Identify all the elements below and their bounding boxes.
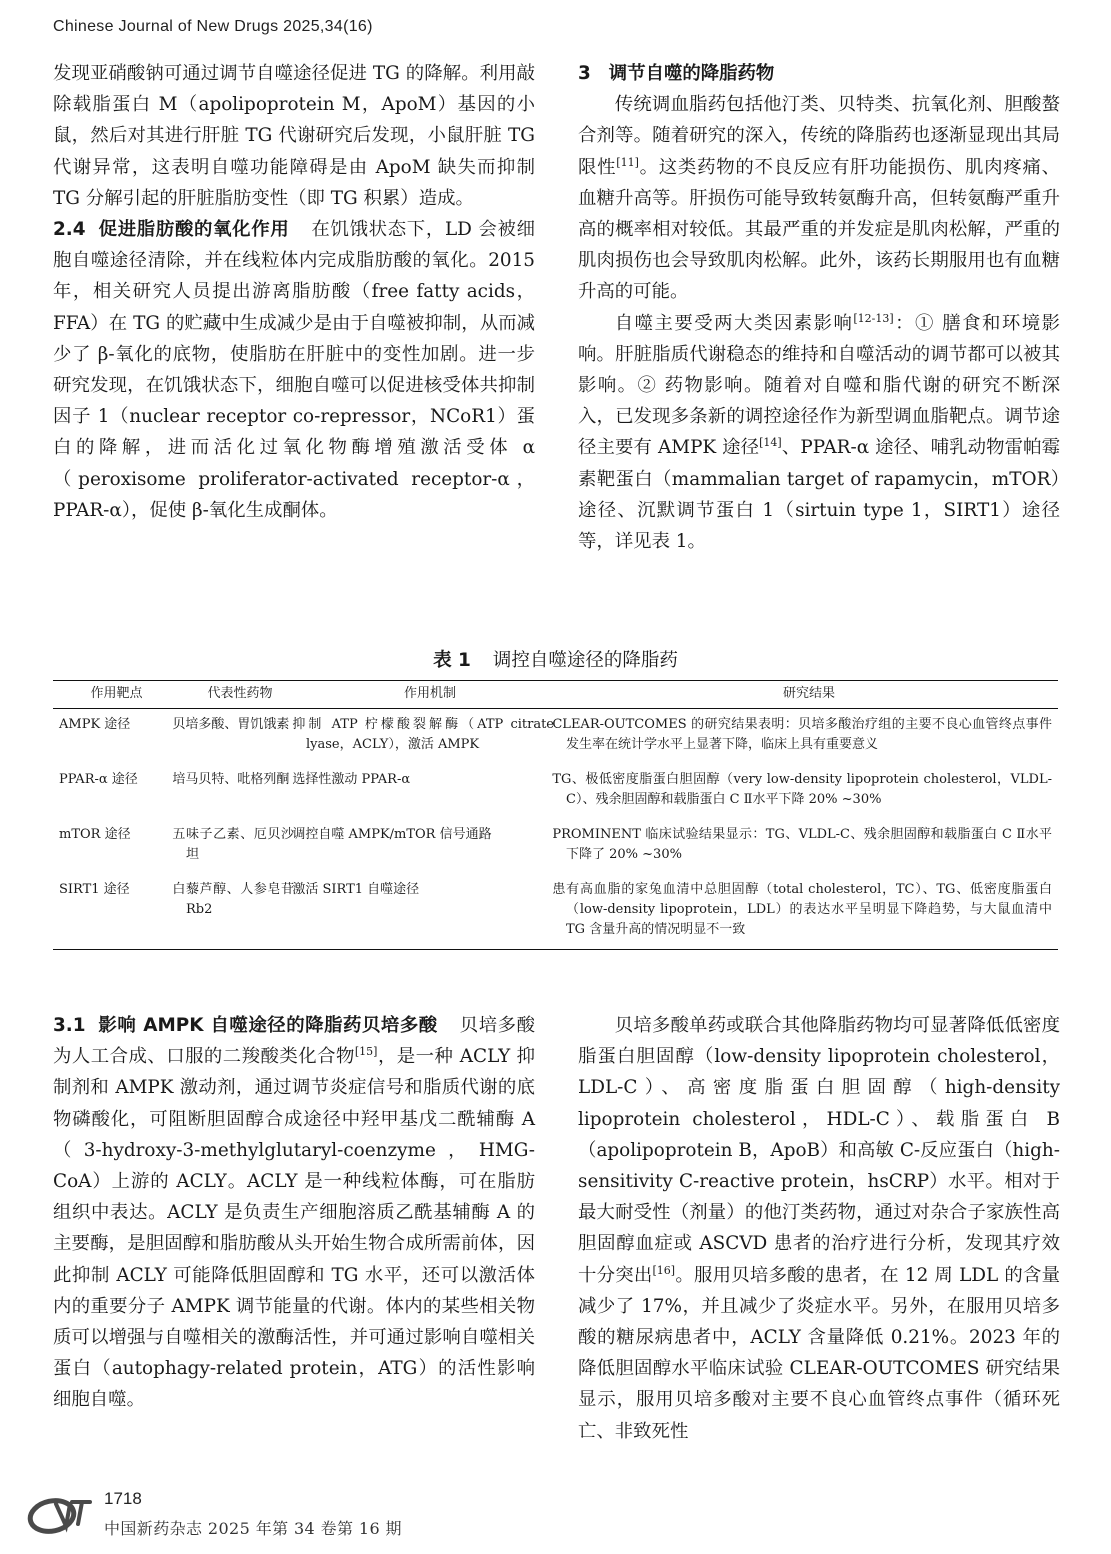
table-cell: 选择性激动 PPAR-α — [292, 772, 411, 787]
text-run: ：① 膳食和环境影响。肝脏脂质代谢稳态的维持和自噬活动的调节都可以被其影响。② 药物影响。随着对自噬和脂代谢的研究不断深入，已发现多条新的调控途径作为新型调血脂靶点。调节途径主要有 AMPK 途径 — [578, 312, 1060, 459]
paragraph: 在饥饿状态下，LD 会被细胞自噬途径清除，并在线粒体内完成脂肪酸的氧化。2015 年，相关研究人员提出游离脂肪酸（free fatty acids，FFA）在 TG 的贮藏中生成减少是由于自噬被抑制，从而减少了 β-氧化的底物，使脂肪在肝脏中的变性加剧。进一步研究发现，在饥饿状态下，细胞自噬可以促进核受体共抑制因子 1（nuclear receptor co-repressor，NCoR1）蛋白的降解，进而活化过氧化物酶增殖激活受体 α（peroxisome proliferator-activated receptor-α，PPAR-α），促使 β-氧化生成酮体。 — [53, 219, 535, 521]
table-row — [53, 764, 1058, 819]
table-1 — [53, 680, 1058, 950]
left-column-bottom — [53, 1010, 535, 1416]
table-label: 表 1 — [433, 650, 471, 671]
paragraph — [578, 1010, 1060, 1447]
text-run: 。服用贝培多酸的患者，在 12 周 LDL 的含量减少了 17%，并且减少了炎症水平。另外，在服用贝培多酸的糖尿病患者中，ACLY 含量降低 0.21%。2023 年的降低胆固醇水平临床试验 CLEAR-OUTCOMES 研究结果显示，服用贝培多酸对主要不良心血管终点事件（循环死亡、非致死性 — [578, 1264, 1060, 1442]
section-title: 调节自噬的降脂药物 — [608, 63, 775, 84]
table-cell: 白藜芦醇、人参皂苷 Rb2 — [180, 874, 300, 950]
page-number: 1718 — [104, 1489, 142, 1508]
citation: [12-13] — [853, 311, 894, 325]
subsection-number: 3.1 — [53, 1015, 86, 1036]
table-cell: 激活 SIRT1 自噬途径 — [300, 874, 560, 950]
paragraph — [578, 308, 1060, 558]
column-header: 作用机制 — [300, 681, 560, 709]
running-header: Chinese Journal of New Drugs 2025,34(16) — [53, 18, 373, 35]
right-column-bottom — [578, 1010, 1060, 1447]
table-row — [53, 819, 1058, 874]
paragraph: 发现亚硝酸钠可通过调节自噬途径促进 TG 的降解。利用敲除载脂蛋白 M（apolipoprotein M，ApoM）基因的小鼠，然后对其进行肝脏 TG 代谢研究后发现，小鼠肝脏 TG 代谢异常，这表明自噬功能障碍是由 ApoM 缺失而抑制 TG 分解引起的肝脏脂肪变性（即 TG 积累）造成。 — [53, 63, 535, 209]
left-column-top — [53, 58, 535, 526]
table-cell: 调控自噬 AMPK/mTOR 信号通路 — [292, 827, 492, 842]
table-cell: 培马贝特、吡格列酮 — [172, 772, 290, 787]
text-run: 。这类药物的不良反应有肝功能损伤、肌肉疼痛、血糖升高等。肝损伤可能导致转氨酶升高，但转氨酶严重升高的概率相对较低。其最严重的并发症是肌肉松解，严重的肌肉损伤也会导致肌肉松解。此外，该药长期服用也有血糖升高的可能。 — [578, 156, 1060, 303]
right-column-top — [578, 58, 1060, 557]
subsection-title: 影响 AMPK 自噬途径的降脂药贝培多酸 — [98, 1015, 438, 1036]
table-cell: CLEAR-OUTCOMES 的研究结果表明：贝培多酸治疗组的主要不良心血管终点事件发生率在统计学水平上显著下降，临床上具有重要意义 — [552, 717, 1052, 752]
paragraph — [578, 89, 1060, 307]
table-row — [53, 874, 1058, 950]
text-run: ，是一种 ACLY 抑制剂和 AMPK 激动剂，通过调节炎症信号和脂质代谢的底物磷酸化，可阻断胆固醇合成途径中羟甲基戊二酰辅酶 A（3-hydroxy-3-methylglutaryl-coenzyme，HMG-CoA）上游的 ACLY。ACLY 是一种线粒体酶，可在脂肪组织中表达。ACLY 是负责生产细胞溶质乙酰基辅酶 A 的主要酶，是胆固醇和脂肪酸从头开始生物合成所需前体，因此抑制 ACLY 可能降低胆固醇和 TG 水平，还可以激活体内的重要分子 AMPK 调节能量的代谢。体内的某些相关物质可以增强与自噬相关的激酶活性，并可通过影响自噬相关蛋白（autophagy-related protein，ATG）的活性影响细胞自噬。 — [53, 1046, 535, 1411]
table-cell: AMPK 途径 — [59, 717, 131, 732]
column-header: 代表性药物 — [180, 681, 300, 709]
column-header: 作用靶点 — [53, 681, 180, 709]
table-cell: 五味子乙素、厄贝沙坦 — [172, 827, 294, 862]
table-cell: TG、极低密度脂蛋白胆固醇（very low-density lipoprotein cholesterol，VLDL-C）、残余胆固醇和载脂蛋白 C Ⅱ水平下降 20% ~30% — [552, 772, 1052, 807]
column-header: 研究结果 — [560, 681, 1058, 709]
subsection-2-4 — [53, 214, 535, 526]
subsection-number: 2.4 — [53, 219, 86, 241]
section-3-heading — [578, 58, 1060, 89]
journal-issue: 中国新药杂志 2025 年第 34 卷第 16 期 — [104, 1519, 402, 1538]
text-run: 传统调血脂药包括他汀类、贝特类、抗氧化剂、胆酸螯合剂等。随着研究的深入，传统的降脂药也逐渐显现出其局限性 — [578, 94, 1060, 178]
text-run: 贝培多酸为人工合成、口服的二羧酸类化合物 — [53, 1015, 535, 1068]
table-cell: 贝培多酸、胃饥饿素 — [172, 717, 290, 732]
table-cell: 抑制 ATP 柠檬酸裂解酶（ATP citrate lyase，ACLY），激活 AMPK — [292, 717, 554, 752]
text-run: 贝培多酸单药或联合其他降脂药物均可显著降低低密度脂蛋白胆固醇（low-density lipoprotein cholesterol，LDL-C）、高密度脂蛋白胆固醇（high-density lipoprotein cholesterol，HDL-C）、载脂蛋白 B（apolipoprotein B，ApoB）和高敏 C-反应蛋白（high-sensitivity C-reactive protein，hsCRP）水平。相对于最大耐受性（剂量）的他汀类药物，通过对杂合子家族性高胆固醇血症或 ASCVD 患者的治疗进行分析，发现其疗效十分突出 — [578, 1015, 1060, 1286]
table-caption — [53, 646, 1058, 672]
citation: [16] — [652, 1263, 676, 1277]
table-header-row — [53, 681, 1058, 709]
table-title: 调控自噬途径的降脂药 — [492, 650, 678, 671]
table-cell: PPAR-α 途径 — [59, 772, 138, 787]
citation: [11] — [616, 155, 639, 169]
subsection-title: 促进脂肪酸的氧化作用 — [98, 219, 290, 241]
table-cell: PROMINENT 临床试验结果显示：TG、VLDL-C、残余胆固醇和载脂蛋白 C Ⅱ水平下降了 20% ~30% — [552, 827, 1052, 862]
citation: [14] — [759, 436, 782, 450]
subsection-3-1 — [53, 1010, 535, 1416]
table-cell: mTOR 途径 — [59, 827, 131, 842]
table-cell: 患有高血脂的家兔血清中总胆固醇（total cholesterol，TC）、TG、低密度脂蛋白（low-density lipoprotein，LDL）的表达水平呈明显下降趋势，与大鼠血清中 TG 含量升高的情况明显不一致 — [560, 874, 1058, 950]
citation: [15] — [354, 1045, 378, 1059]
table-cell: SIRT1 途径 — [53, 874, 180, 950]
table-row — [53, 709, 1058, 765]
text-run: 自噬主要受两大类因素影响 — [614, 312, 854, 334]
cjnd-logo-icon — [26, 1492, 98, 1536]
text-run: 、PPAR-α 途径、哺乳动物雷帕霉素靶蛋白（mammalian target of rapamycin，mTOR）途径、沉默调节蛋白 1（sirtuin type 1，SIRT1）途径等，详见表 1。 — [578, 437, 1061, 553]
section-number: 3 — [578, 63, 591, 84]
